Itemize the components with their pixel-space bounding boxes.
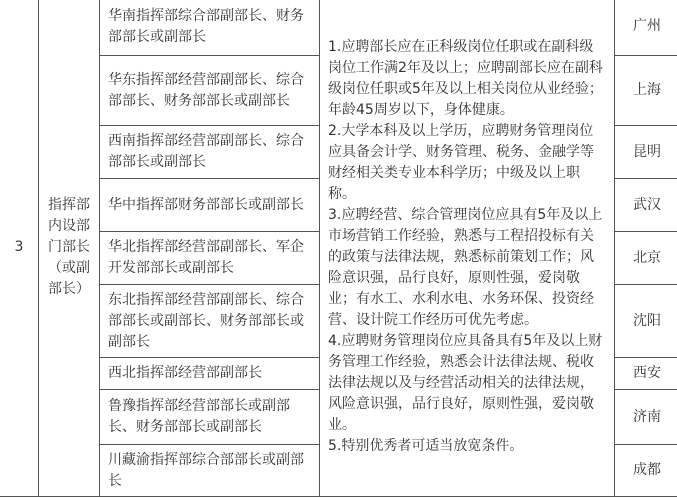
- city-cell: 昆明: [615, 126, 677, 179]
- position-cell: 西南指挥部经营部副部长、综合部部长或副部长: [100, 126, 320, 179]
- city-cell: 济南: [615, 390, 677, 445]
- position-cell: 华北指挥部经营部副部长、军企开发部部长或副部长: [100, 232, 320, 285]
- city-cell: 成都: [615, 445, 677, 497]
- position-cell: 鲁豫指挥部经营部部长或副部长、财务部部长或副部长: [100, 390, 320, 445]
- city-cell: 上海: [615, 56, 677, 126]
- position-cell: 华中指挥部财务部部长或副部长: [100, 179, 320, 232]
- table-row: [0, 0, 677, 56]
- position-cell: 川藏渝指挥部综合部部长或副部长: [100, 445, 320, 497]
- position-cell: 东北指挥部经营部副部长、综合部部长或副部长、财务部部长或副部长: [100, 285, 320, 358]
- requirement-item: 3.应聘经营、综合管理岗位应具有5年及以上市场营销工作经验，熟悉与工程招投标有关的政策与法律法规，熟悉标前策划工作；风险意识强，品行良好，原则性强，爱岗敬业；有水工、水利水电、水务环保、投资经营、设计院工作经历可优先考虑。: [328, 207, 603, 328]
- requirement-item: 1.应聘部长应在正科级岗位任职或在副科级岗位工作满2年及以上；应聘副部长应在副科级岗位任职或5年及以上相关岗位从业经验；年龄45周岁以下，身体健康。: [328, 39, 603, 118]
- position-cell: 西北指挥部经营部副部长: [100, 358, 320, 390]
- position-cell: 华东指挥部经营部副部长、综合部部长、财务部部长或副部长: [100, 56, 320, 126]
- city-cell: 北京: [615, 232, 677, 285]
- requirements-cell: [320, 0, 615, 497]
- role-cell: 指挥部内设部门部长（或副部长）: [39, 0, 100, 497]
- row-number: 3: [0, 0, 39, 497]
- requirement-item: 5.特别优秀者可适当放宽条件。: [328, 438, 524, 454]
- requirement-item: 2.大学本科及以上学历，应聘财务管理岗位应具备会计学、财务管理、税务、金融学等财经相关类专业本科学历；中级及以上职称。: [328, 123, 594, 202]
- city-cell: 武汉: [615, 179, 677, 232]
- position-cell: 华南指挥部综合部副部长、财务部部长或副部长: [100, 0, 320, 56]
- city-cell: 广州: [615, 0, 677, 56]
- requirement-item: 4.应聘财务管理岗位应具备具有5年及以上财务管理工作经验，熟悉会计法律法规、税收法律法规以及与经营活动相关的法律法规，风险意识强，品行良好，原则性强，爱岗敬业。: [328, 333, 603, 433]
- city-cell: 沈阳: [615, 285, 677, 358]
- city-cell: 西安: [615, 358, 677, 390]
